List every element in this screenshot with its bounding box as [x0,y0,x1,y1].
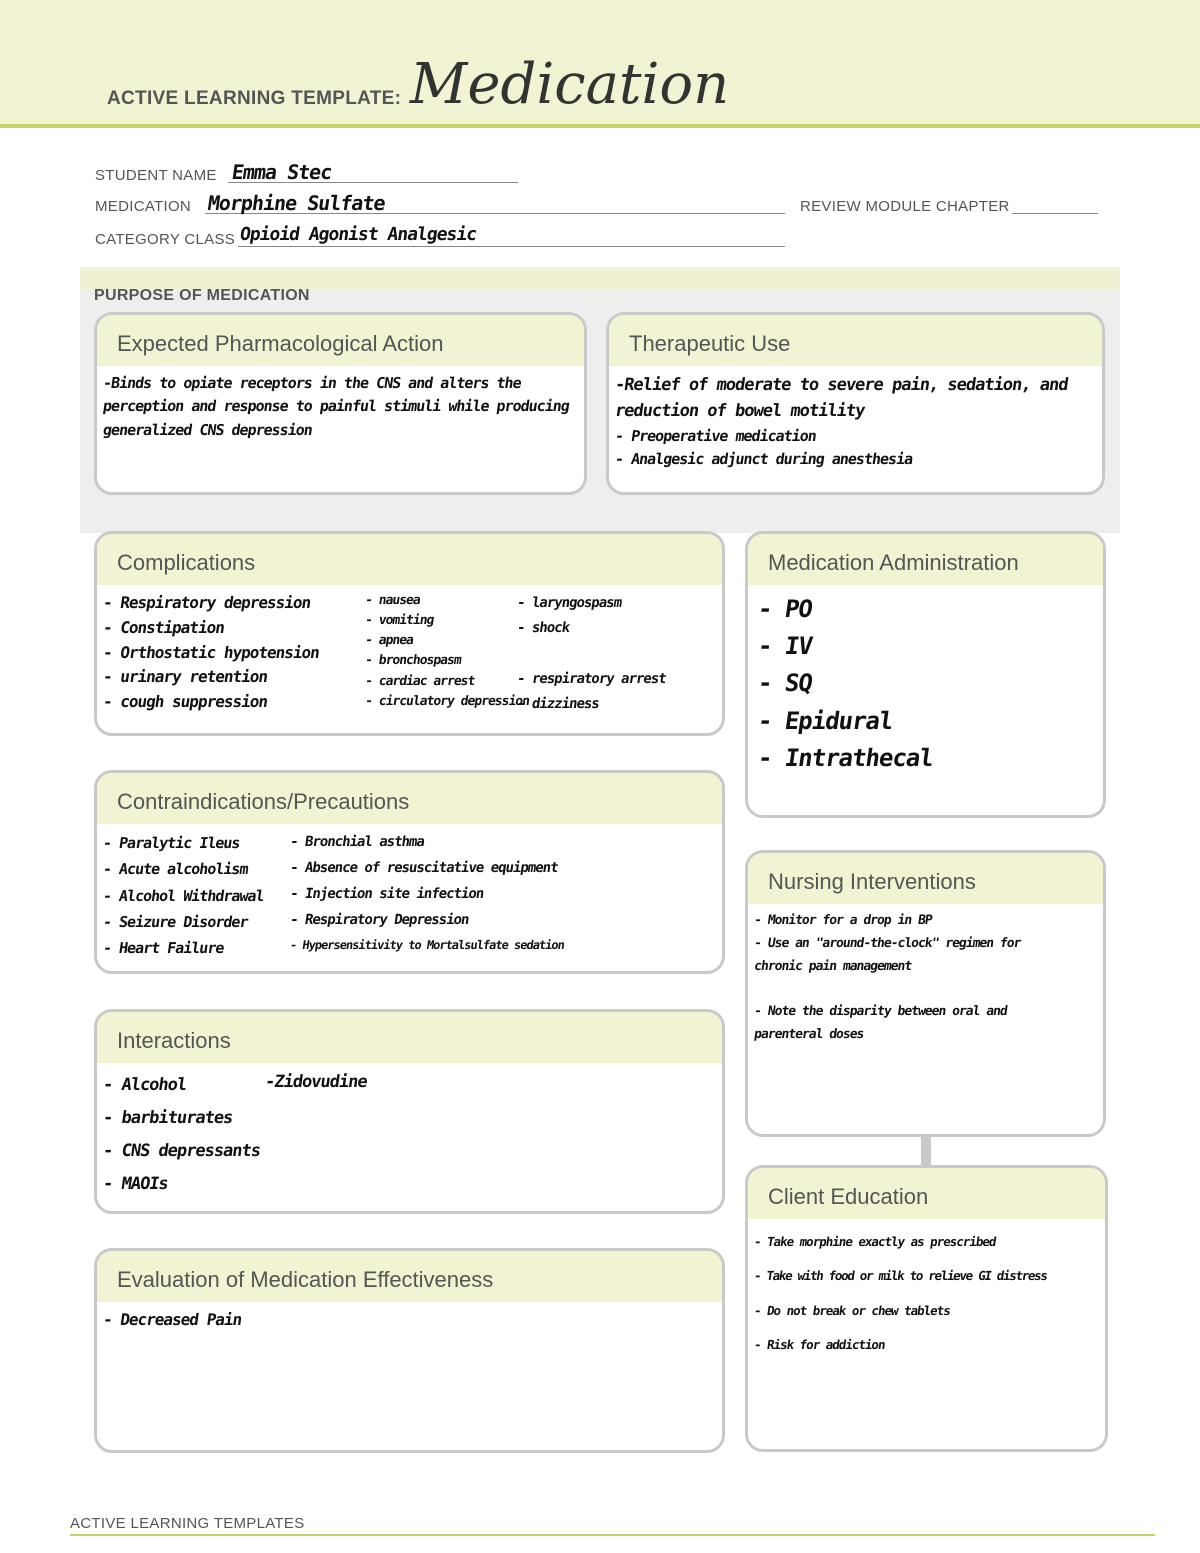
client-education-box [745,1165,1108,1452]
administration-content: - PO - IV - SQ - Epidural - Intrathecal [756,595,935,772]
administration-box [745,531,1106,818]
evaluation-content: - Decreased Pain [101,1310,243,1329]
evaluation-title: Evaluation of Medication Effectiveness [97,1251,722,1302]
medication-field[interactable]: Morphine Sulfate [206,191,387,215]
complications-content: - Respiratory depression - Constipation - Orthostatic hypotension - urinary retention - cough suppression - nausea - vomiting - apnea - bronchospasm - cardiac arrest - circulatory depression - laryngospasm - shock - respiratory arrest - dizziness [101,593,667,712]
contraindications-box [94,770,725,974]
contraindications-title: Contraindications/Precautions [97,773,722,824]
therapeutic-use-title: Therapeutic Use [609,315,1102,366]
expected-action-content: -Binds to opiate receptors in the CNS and alters the perception and response to painful stimuli while producing generalized CNS depression [101,374,571,439]
therapeutic-use-box [606,312,1105,495]
footer-rule [70,1534,1155,1536]
purpose-label: PURPOSE OF MEDICATION [94,287,310,304]
student-name-field[interactable]: Emma Stec [230,160,334,184]
client-education-title: Client Education [748,1168,1105,1219]
interactions-title: Interactions [97,1012,722,1063]
category-class-field[interactable]: Opioid Agonist Analgesic [238,224,478,245]
expected-action-title: Expected Pharmacological Action [97,315,584,366]
category-class-line [238,246,785,247]
contraindications-content: - Paralytic Ileus - Acute alcoholism - Alcohol Withdrawal - Seizure Disorder - Heart Failure - Bronchial asthma - Absence of resuscitative equipment - Injection site infection - Respiratory Depression - Hypersensitivity to Mortalsulfate sedation [101,834,565,957]
nursing-interventions-box [745,850,1106,1137]
therapeutic-use-content: -Relief of moderate to severe pain, sedation, and reduction of bowel motility - Preoperative medication - Analgesic adjunct during anesthesia [613,375,1069,468]
student-name-label: STUDENT NAME [95,167,217,184]
footer-label: ACTIVE LEARNING TEMPLATES [70,1515,305,1532]
expected-action-box [94,312,587,495]
evaluation-box [94,1248,725,1453]
complications-title: Complications [97,534,722,585]
medication-label: MEDICATION [95,198,192,215]
complications-box [94,531,725,736]
interactions-content: - Alcohol - barbiturates - CNS depressants - MAOIs -Zidovudine [101,1072,369,1195]
connector-bar [921,1136,931,1166]
page-title: Medication [410,52,730,117]
nursing-interventions-content: - Monitor for a drop in BP - Use an "around-the-clock" regimen for chronic pain management - Note the disparity between oral and parenteral doses [753,913,1022,1042]
template-label: ACTIVE LEARNING TEMPLATE: [107,88,402,109]
client-education-content: - Take morphine exactly as prescribed - Take with food or milk to relieve GI distress - Do not break or chew tablets - Risk for addiction [753,1234,1048,1353]
review-module-field[interactable] [1012,213,1098,214]
nursing-interventions-title: Nursing Interventions [748,853,1103,904]
administration-title: Medication Administration [748,534,1103,585]
review-module-label: REVIEW MODULE CHAPTER [800,198,1010,215]
interactions-box [94,1009,725,1214]
category-class-label: CATEGORY CLASS [95,231,236,248]
